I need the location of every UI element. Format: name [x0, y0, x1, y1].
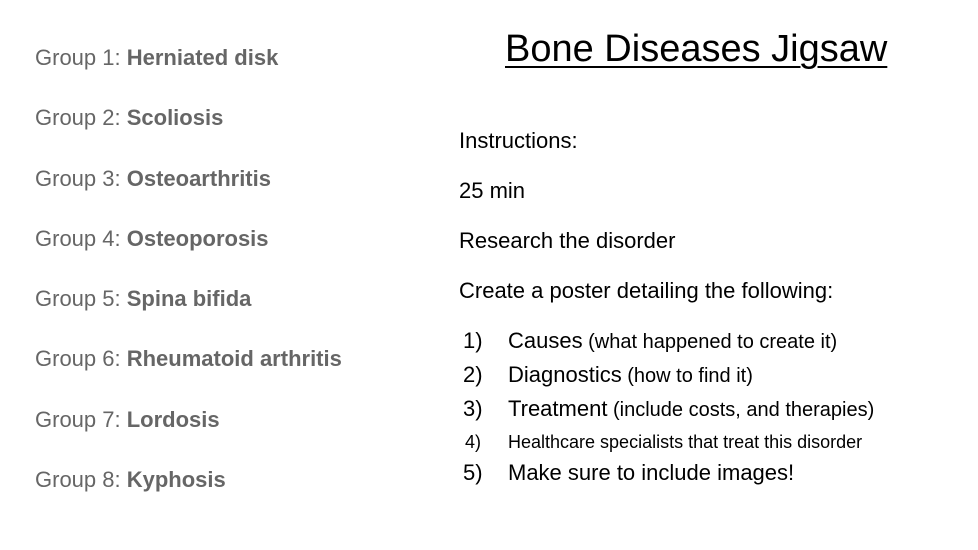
list-item-detail: (include costs, and therapies): [607, 399, 875, 421]
group-disease: Kyphosis: [126, 467, 226, 493]
group-prefix: Group 4:: [35, 225, 127, 251]
group-disease: Rheumatoid arthritis: [126, 346, 342, 372]
group-disease: Spina bifida: [126, 286, 252, 312]
group-prefix: Group 6:: [35, 346, 127, 372]
list-number: 1): [463, 328, 483, 353]
list-item: [459, 393, 874, 427]
group-item: [35, 344, 342, 404]
group-item: [35, 284, 342, 344]
list-item: [459, 359, 874, 393]
group-disease: Lordosis: [126, 406, 220, 432]
instructions-heading: Instructions:: [459, 128, 578, 153]
group-prefix: Group 1:: [35, 45, 127, 70]
group-item: [35, 224, 342, 284]
list-item: [459, 457, 874, 491]
list-item-detail: (how to find it): [621, 365, 753, 387]
time-limit: 25 min: [459, 178, 526, 203]
list-number: 4): [465, 432, 482, 452]
list-item: [459, 325, 874, 359]
group-prefix: Group 2:: [35, 105, 127, 131]
research-instruction: Research the disorder: [459, 228, 676, 253]
list-number: 5): [463, 460, 483, 485]
list-item-main: Make sure to include images!: [508, 460, 795, 485]
list-item-main: Causes: [508, 328, 583, 353]
list-item-detail: (what happened to create it): [582, 331, 838, 353]
group-disease: Scoliosis: [126, 105, 224, 131]
poster-requirements-list: [459, 325, 874, 491]
list-number: 2): [463, 362, 483, 387]
group-item: [35, 43, 342, 103]
group-item: [35, 405, 342, 465]
group-prefix: Group 5:: [35, 286, 127, 312]
group-prefix: Group 3:: [35, 165, 127, 191]
list-number: 3): [463, 396, 483, 421]
group-list: [35, 43, 342, 525]
page-title: Bone Diseases Jigsaw: [505, 28, 888, 70]
instructions-block: [459, 125, 833, 325]
group-disease: Herniated disk: [126, 45, 279, 70]
group-item: [35, 164, 342, 224]
group-disease: Osteoporosis: [126, 225, 269, 251]
list-item: [459, 427, 874, 457]
group-item: [35, 465, 342, 525]
list-item-main: Treatment: [508, 396, 608, 421]
group-disease: Osteoarthritis: [126, 165, 271, 191]
list-item-main: Healthcare specialists that treat this disorder: [508, 432, 863, 452]
group-prefix: Group 7:: [35, 406, 127, 432]
list-item-main: Diagnostics: [508, 362, 622, 387]
group-item: [35, 103, 342, 163]
poster-instruction: Create a poster detailing the following:: [459, 278, 834, 303]
group-prefix: Group 8:: [35, 467, 127, 493]
